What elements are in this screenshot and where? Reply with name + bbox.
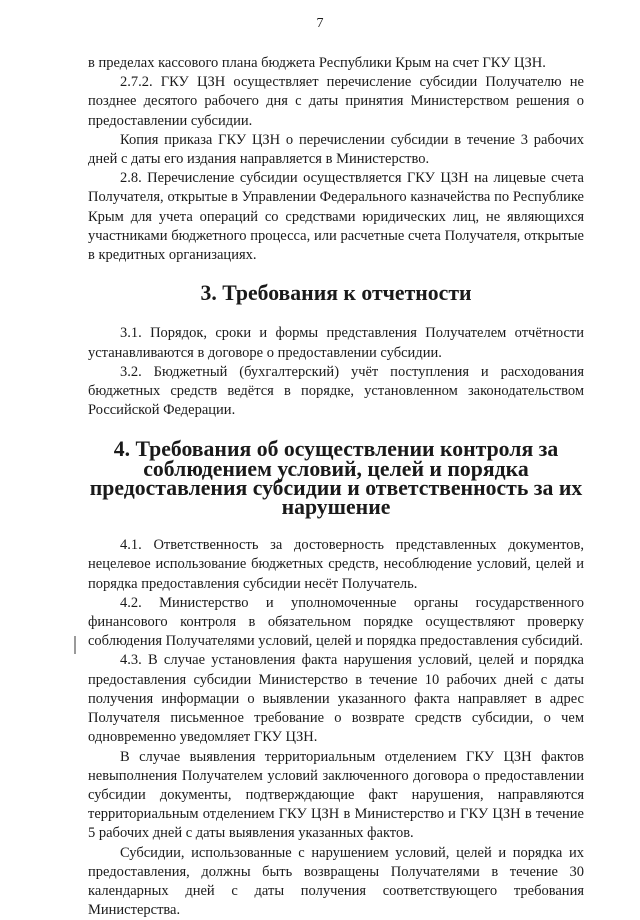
page-number: 7 [316, 16, 324, 31]
section-3-heading: 3. Требования к отчетности [200, 281, 472, 306]
paragraph-subsidy-return: Субсидии, использованные с нарушением условий, целей и порядка их предоставления, должны быть возвращены Получателями в течение 30 календарных дней с даты получения соответствующего требования Министерства. [88, 844, 584, 919]
paragraph-continuation: в пределах кассового плана бюджета Республики Крым на счет ГКУ ЦЗН. [88, 55, 546, 71]
paragraph-territorial-violations: В случае выявления территориальным отделением ГКУ ЦЗН фактов невыполнения Получателем условий заключенного договора о предоставлении субсидии документы, подтверждающие факт нарушения, направляются территориальным отделением ГКУ ЦЗН в Министерство и ГКУ ЦЗН в течение 5 рабочих дней с даты выявления указанных фактов. [88, 748, 584, 842]
document-body [88, 54, 584, 920]
paragraph-3-1: 3.1. Порядок, сроки и формы представления Получателем отчётности устанавливаются в договоре о предоставлении субсидии. [88, 325, 584, 361]
scan-margin-mark [74, 636, 76, 654]
paragraph-2-8: 2.8. Перечисление субсидии осуществляется ГКУ ЦЗН на лицевые счета Получателя, открытые в Управлении Федерального казначейства по Республике Крым для учета операций со средствами юридических лиц, не являющихся участниками бюджетного процесса, или расчетные счета Получателя, открытые в кредитных организациях. [88, 170, 584, 264]
paragraph-4-1: 4.1. Ответственность за достоверность представленных документов, нецелевое использование бюджетных средств, несоблюдение условий, целей и порядка предоставления субсидии несёт Получатель. [88, 537, 584, 592]
paragraph-order-copy: Копия приказа ГКУ ЦЗН о перечислении субсидии в течение 3 рабочих дней с даты его издания направляется в Министерство. [88, 131, 584, 168]
paragraph-2-7-2: 2.7.2. ГКУ ЦЗН осуществляет перечисление субсидии Получателю не позднее десятого рабочего дня с даты принятия Министерством решения о предоставлении субсидии. [88, 74, 584, 129]
paragraph-3-2: 3.2. Бюджетный (бухгалтерский) учёт поступления и расходования бюджетных средств ведётся в порядке, установленном законодательством Российской Федерации. [88, 363, 584, 419]
paragraph-4-2: 4.2. Министерство и уполномоченные органы государственного финансового контроля в обязательном порядке осуществляют проверку соблюдения Получателями условий, целей и порядка предоставления субсидий. [88, 594, 584, 650]
section-4-heading: 4. Требования об осуществлении контроля за соблюдением условий, целей и порядка предоставления субсидии и ответственность за их нарушение [89, 437, 583, 520]
paragraph-4-3: 4.3. В случае установления факта нарушения условий, целей и порядка предоставления субсидии Министерство в течение 10 рабочих дней с даты получения информации о выявлении указанного факта направляет в адрес Получателя письменное требование о возврате средств субсидии, о чем одновременно уведомляет ГКУ ЦЗН. [88, 652, 584, 746]
